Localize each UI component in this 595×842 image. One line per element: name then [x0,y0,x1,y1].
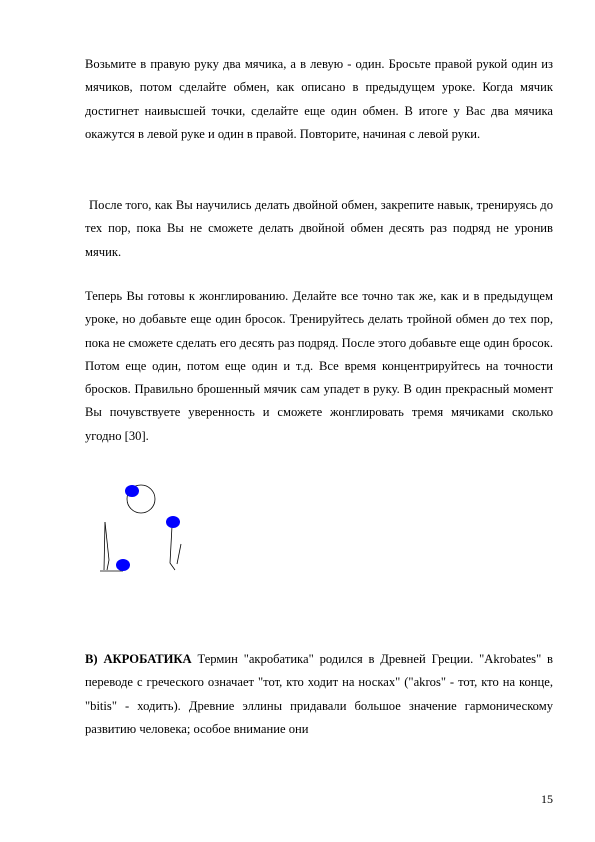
right-hand-line [177,544,181,564]
ball-bottom [116,559,130,571]
right-arm-line [170,526,175,570]
acrobatics-text: Термин "акробатика" родился в Древней Греции. "Akrobates" в переводе с греческого означает "тот, кто ходит на носках" ("akros" - тот, кто на конце, "bitis" - ходить). Древние эллины придавали большое значение гармоническому развитию человека; особое внимание они [85,652,553,736]
ball-right [166,516,180,528]
left-arm-line [104,522,105,570]
paragraph-juggling-three-balls: Теперь Вы готовы к жонглированию. Делайте все точно так же, как и в предыдущем уроке, но добавьте еще один бросок. Тренируйтесь делать тройной обмен до тех пор, пока не сможете сделать его десять раз подряд. После этого добавьте еще один бросок. Потом еще один, потом еще один и т.д. Все время концентрируйтесь на точности бросков. Правильно брошенный мячик сам упадет в руку. В один прекрасный момент Вы почувствуете уверенность и сможете жонглировать тремя мячиками сколько угодно [30]. [85,289,553,443]
section-heading-acrobatics: В) АКРОБАТИКА [85,652,192,666]
juggling-diagram [95,478,195,578]
paragraph-juggling-double-exchange: Возьмите в правую руку два мячика, а в левую - один. Бросьте правой рукой один из мячиков, потом сделайте обмен, как описано в предыдущем уроке. Когда мячик достигнет наивысшей точки, сделайте еще один обмен. В итоге у Вас два мячика окажутся в левой руке и один в правой. Повторите, начиная с левой руки. [85,57,553,141]
paragraph-practice-double-exchange: После того, как Вы научились делать двойной обмен, закрепите навык, тренируясь до тех пор, пока Вы не сможете делать двойной обмен десять раз подряд не уронив мячик. [85,198,553,259]
left-hand-line [105,522,109,570]
paragraph-acrobatics [85,648,553,741]
page-number: 15 [541,792,553,806]
ball-top [125,485,139,497]
